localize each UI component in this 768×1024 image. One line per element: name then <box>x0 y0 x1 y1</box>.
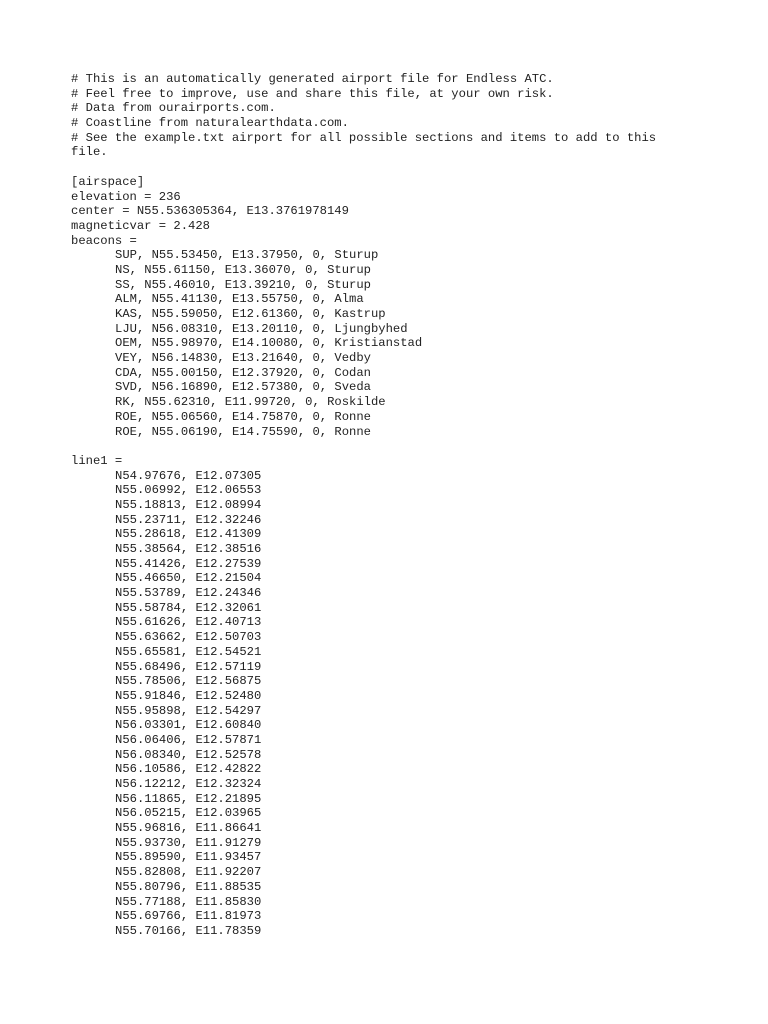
coordinate-line: N55.68496, E12.57119 <box>115 659 262 674</box>
coordinate-line: N55.46650, E12.21504 <box>115 571 262 586</box>
coordinate-line: N55.78506, E12.56875 <box>115 674 262 689</box>
elevation-line: elevation = 236 <box>71 189 181 204</box>
header-comments <box>71 72 691 160</box>
beacon-line: SVD, N56.16890, E12.57380, 0, Sveda <box>115 380 371 395</box>
comment-line: # Feel free to improve, use and share this file, at your own risk. <box>71 86 554 101</box>
coordinate-line: N55.61626, E12.40713 <box>115 615 262 630</box>
magneticvar-line: magneticvar = 2.428 <box>71 218 210 233</box>
coordinate-line: N55.96816, E11.86641 <box>115 821 262 836</box>
coordinate-line: N56.10586, E12.42822 <box>115 762 262 777</box>
beacons-label: beacons = <box>71 233 137 248</box>
coordinate-line: N55.38564, E12.38516 <box>115 542 262 556</box>
coordinate-line: N55.58784, E12.32061 <box>115 600 262 615</box>
beacon-line: SUP, N55.53450, E13.37950, 0, Sturup <box>115 248 379 263</box>
coordinate-line: N56.12212, E12.32324 <box>115 777 262 791</box>
coordinate-line: N56.11865, E12.21895 <box>115 791 262 806</box>
coordinate-line: N55.65581, E12.54521 <box>115 644 262 659</box>
beacon-line: SS, N55.46010, E13.39210, 0, Sturup <box>115 277 371 292</box>
coordinate-line: N56.05215, E12.03965 <box>115 806 262 821</box>
beacon-line: NS, N55.61150, E13.36070, 0, Sturup <box>115 262 371 277</box>
blank-line <box>71 160 691 175</box>
beacon-line: KAS, N55.59050, E12.61360, 0, Kastrup <box>115 307 386 321</box>
beacon-line: RK, N55.62310, E11.99720, 0, Roskilde <box>115 395 386 410</box>
comment-line: # See the example.txt airport for all possible sections and items to add to this <box>71 130 657 145</box>
coordinate-line: N55.18813, E12.08994 <box>115 497 262 512</box>
comment-line: # Data from ourairports.com. <box>71 101 276 116</box>
coordinate-line: N55.41426, E12.27539 <box>115 556 262 571</box>
center-line: center = N55.536305364, E13.3761978149 <box>71 204 349 219</box>
beacon-line: ALM, N55.41130, E13.55750, 0, Alma <box>115 292 364 307</box>
coordinate-line: N55.23711, E12.32246 <box>115 512 262 527</box>
coordinate-line: N55.53789, E12.24346 <box>115 586 262 601</box>
coordinate-line: N55.06992, E12.06553 <box>115 483 262 498</box>
coordinate-list <box>71 469 691 939</box>
coordinate-line: N56.06406, E12.57871 <box>115 732 262 747</box>
document-body <box>71 72 691 939</box>
section-header: [airspace] <box>71 174 145 189</box>
coordinate-line: N55.77188, E11.85830 <box>115 894 262 909</box>
coordinate-line: N55.69766, E11.81973 <box>115 909 262 924</box>
line1-label: line1 = <box>71 453 123 468</box>
coordinate-line: N55.82808, E11.92207 <box>115 865 262 880</box>
line1-section <box>71 454 691 939</box>
beacon-line: OEM, N55.98970, E14.10080, 0, Kristianstad <box>115 336 423 351</box>
beacon-line: ROE, N55.06560, E14.75870, 0, Ronne <box>115 409 371 424</box>
comment-line: # Coastline from naturalearthdata.com. <box>71 116 349 131</box>
coordinate-line: N55.63662, E12.50703 <box>115 630 262 645</box>
beacon-line: CDA, N55.00150, E12.37920, 0, Codan <box>115 365 371 380</box>
coordinate-line: N55.95898, E12.54297 <box>115 703 262 718</box>
airspace-section <box>71 175 691 439</box>
beacon-line: ROE, N55.06190, E14.75590, 0, Ronne <box>115 424 371 439</box>
beacon-line: VEY, N56.14830, E13.21640, 0, Vedby <box>115 351 371 366</box>
beacon-list <box>71 248 691 439</box>
coordinate-line: N55.91846, E12.52480 <box>115 688 262 703</box>
coordinate-line: N56.03301, E12.60840 <box>115 718 262 733</box>
coordinate-line: N55.93730, E11.91279 <box>115 835 262 850</box>
comment-line: # This is an automatically generated airport file for Endless ATC. <box>71 72 554 86</box>
coordinate-line: N54.97676, E12.07305 <box>115 468 262 483</box>
coordinate-line: N55.70166, E11.78359 <box>115 923 262 938</box>
coordinate-line: N56.08340, E12.52578 <box>115 747 262 762</box>
coordinate-line: N55.89590, E11.93457 <box>115 850 262 865</box>
coordinate-line: N55.80796, E11.88535 <box>115 879 262 894</box>
beacon-line: LJU, N56.08310, E13.20110, 0, Ljungbyhed <box>115 321 408 336</box>
comment-line: file. <box>71 145 108 160</box>
blank-line <box>71 439 691 454</box>
coordinate-line: N55.28618, E12.41309 <box>115 527 262 542</box>
